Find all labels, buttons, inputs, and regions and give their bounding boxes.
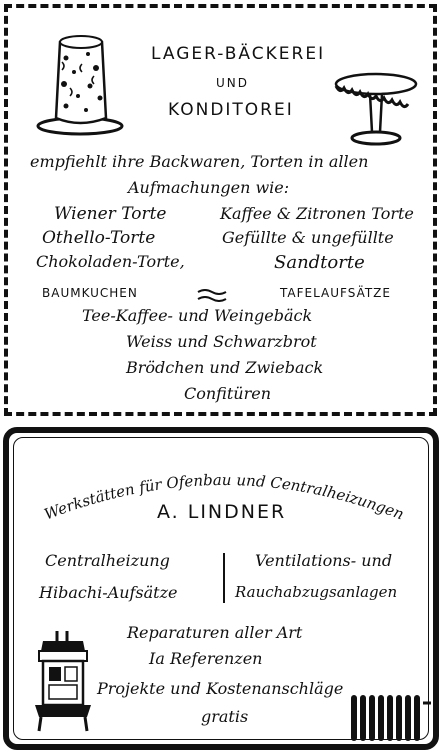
workshop-right-1: Ventilations- und xyxy=(255,551,393,570)
workshop-gratis: gratis xyxy=(201,707,249,726)
stove-icon xyxy=(27,627,99,737)
workshop-name: A. LINDNER xyxy=(157,501,287,523)
bakery-line-confituren: Confitüren xyxy=(184,384,272,403)
workshop-left-2: Hibachi-Aufsätze xyxy=(39,583,178,602)
workshop-projekte: Projekte und Kostenanschläge xyxy=(97,679,344,698)
column-divider xyxy=(223,553,225,603)
bakery-line-broedchen: Brödchen und Zwieback xyxy=(126,358,324,377)
workshop-right-2: Rauchabzugsanlagen xyxy=(235,583,398,601)
bakery-line-brot: Weiss und Schwarzbrot xyxy=(126,332,317,351)
cake-sandtorte: Sandtorte xyxy=(274,252,365,273)
cake-gefuellte: Gefüllte & ungefüllte xyxy=(222,228,394,247)
workshop-advertisement xyxy=(3,427,439,750)
cake-wiener-torte: Wiener Torte xyxy=(54,204,167,224)
bakery-title-line3: KONDITOREI xyxy=(168,100,294,120)
radiator-icon xyxy=(347,689,433,747)
approx-sign-icon xyxy=(196,288,230,302)
cake-stand-icon xyxy=(330,64,422,150)
bakery-intro-line2: Aufmachungen wie: xyxy=(128,178,290,197)
baumkuchen-label: BAUMKUCHEN xyxy=(42,286,138,300)
bakery-line-tee: Tee-Kaffee- und Weingebäck xyxy=(82,306,313,325)
workshop-left-1: Centralheizung xyxy=(45,551,170,570)
bakery-advertisement xyxy=(4,4,437,416)
cake-chokoladen-torte: Chokoladen-Torte, xyxy=(36,252,185,271)
workshop-reparaturen: Reparaturen aller Art xyxy=(127,623,303,642)
bakery-intro-line1: empfiehlt ihre Backwaren, Torten in allen xyxy=(30,152,369,171)
cake-kaffee-zitronen-torte: Kaffee & Zitronen Torte xyxy=(220,204,414,223)
bakery-title-line1: LAGER-BÄCKEREI xyxy=(151,44,326,64)
workshop-arc-text: Werkstätten für Ofenbau und Centralheizungen xyxy=(41,470,407,524)
bakery-title-line2: UND xyxy=(216,76,249,90)
cake-othello-torte: Othello-Torte xyxy=(42,228,156,248)
tafelaufsaetze-label: TAFELAUFSÄTZE xyxy=(280,286,391,300)
workshop-referenzen: Ia Referenzen xyxy=(149,649,263,668)
baumkuchen-cake-icon xyxy=(30,28,130,138)
